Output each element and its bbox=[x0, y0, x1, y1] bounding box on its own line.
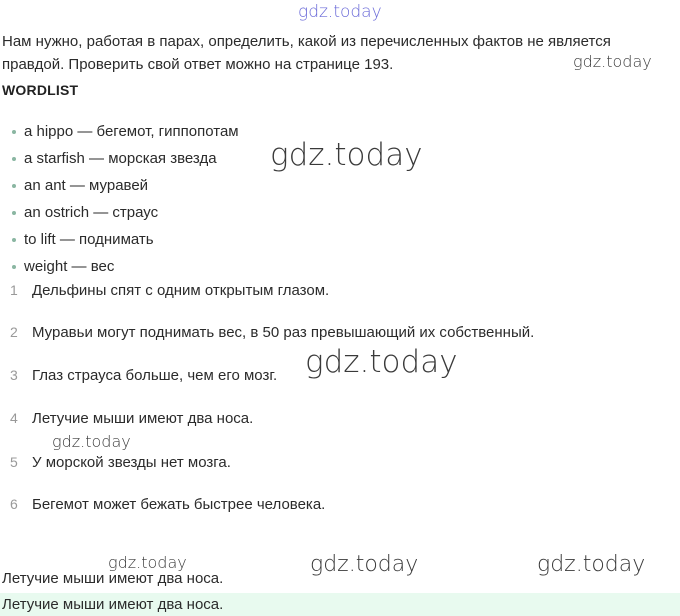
answer-text: Летучие мыши имеют два носа. bbox=[2, 570, 224, 587]
watermark: gdz.today bbox=[52, 432, 131, 451]
watermark: gdz.today bbox=[270, 137, 423, 173]
fact-item bbox=[10, 324, 534, 341]
fact-text: У морской звезды нет мозга. bbox=[32, 454, 231, 471]
task-instructions: Нам нужно, работая в парах, определить, какой из перечисленных фактов не является правдой. Проверить свой ответ можно на странице 193. bbox=[2, 33, 611, 73]
wordlist-item: to lift — поднимать bbox=[12, 226, 239, 253]
watermark: gdz.today bbox=[573, 52, 652, 71]
watermark: gdz.today bbox=[298, 2, 382, 22]
fact-number: 6 bbox=[10, 496, 18, 512]
wordlist-item: a starfish — морская звезда bbox=[12, 145, 239, 172]
fact-item bbox=[10, 367, 277, 384]
bullet-icon bbox=[12, 265, 16, 269]
wordlist-item: an ant — муравей bbox=[12, 172, 239, 199]
fact-text: Муравьи могут поднимать вес, в 50 раз превышающий их собственный. bbox=[32, 324, 535, 341]
bullet-icon bbox=[12, 184, 16, 188]
bullet-icon bbox=[12, 130, 16, 134]
wordlist-item: a hippo — бегемот, гиппопотам bbox=[12, 118, 239, 145]
fact-number: 4 bbox=[10, 410, 18, 426]
fact-item bbox=[10, 282, 329, 299]
fact-text: Летучие мыши имеют два носа. bbox=[32, 410, 254, 427]
fact-number: 1 bbox=[10, 282, 18, 298]
wordlist-item: an ostrich — страус bbox=[12, 199, 239, 226]
watermark: gdz.today bbox=[305, 344, 458, 380]
watermark: gdz.today bbox=[108, 553, 187, 572]
wordlist bbox=[12, 118, 239, 280]
fact-number: 3 bbox=[10, 367, 18, 383]
fact-number: 5 bbox=[10, 454, 18, 470]
wordlist-heading: WORDLIST bbox=[2, 82, 79, 98]
fact-text: Бегемот может бежать быстрее человека. bbox=[32, 496, 326, 513]
bullet-icon bbox=[12, 238, 16, 242]
fact-number: 2 bbox=[10, 324, 18, 340]
watermark: gdz.today bbox=[537, 552, 646, 577]
watermark: gdz.today bbox=[310, 552, 419, 577]
bullet-icon bbox=[12, 157, 16, 161]
fact-item bbox=[10, 410, 253, 427]
wordlist-item: weight — вес bbox=[12, 253, 239, 280]
fact-item bbox=[10, 496, 325, 513]
bullet-icon bbox=[12, 211, 16, 215]
answer-highlight: Летучие мыши имеют два носа. bbox=[0, 593, 680, 616]
fact-text: Глаз страуса больше, чем его мозг. bbox=[32, 367, 278, 384]
fact-text: Дельфины спят с одним открытым глазом. bbox=[32, 282, 330, 299]
fact-item bbox=[10, 454, 231, 471]
